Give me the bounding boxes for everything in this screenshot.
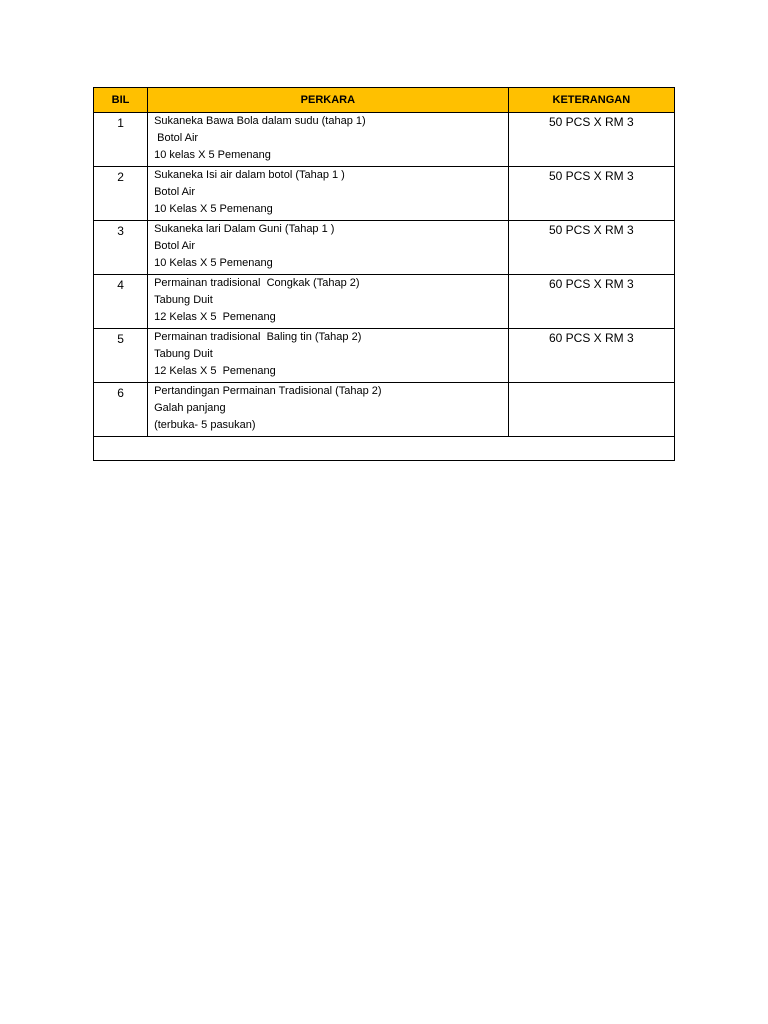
- header-bil: BIL: [94, 88, 148, 113]
- perkara-line: Botol Air: [154, 240, 196, 252]
- perkara-line: Galah panjang: [154, 402, 226, 414]
- table-row: [94, 221, 675, 275]
- empty-cell: [94, 437, 675, 461]
- perkara-line: Tabung Duit: [154, 348, 213, 360]
- header-perkara: PERKARA: [148, 88, 509, 113]
- perkara-cell: [148, 221, 509, 275]
- bil-cell: 2: [94, 167, 148, 221]
- header-keterangan: KETERANGAN: [508, 88, 674, 113]
- keterangan-cell: 50 PCS X RM 3: [508, 221, 674, 275]
- perkara-line: 10 Kelas X 5 Pemenang: [154, 257, 273, 269]
- perkara-line: 10 kelas X 5 Pemenang: [154, 149, 271, 161]
- perkara-line: Sukaneka Isi air dalam botol (Tahap 1 ): [154, 169, 345, 181]
- perkara-line: Tabung Duit: [154, 294, 213, 306]
- perkara-line: 12 Kelas X 5 Pemenang: [154, 365, 276, 377]
- table-row: [94, 275, 675, 329]
- keterangan-cell: 50 PCS X RM 3: [508, 167, 674, 221]
- perkara-line: Pertandingan Permainan Tradisional (Tahap 2): [154, 385, 382, 397]
- perkara-line: 12 Kelas X 5 Pemenang: [154, 311, 276, 323]
- bil-cell: 1: [94, 113, 148, 167]
- perkara-cell: [148, 113, 509, 167]
- keterangan-cell: 60 PCS X RM 3: [508, 329, 674, 383]
- bil-cell: 5: [94, 329, 148, 383]
- perkara-line: Botol Air: [154, 186, 196, 198]
- perkara-line: 10 Kelas X 5 Pemenang: [154, 203, 273, 215]
- table-row-empty: [94, 437, 675, 461]
- table-row: [94, 329, 675, 383]
- table-row: [94, 113, 675, 167]
- table-row: [94, 383, 675, 437]
- perkara-line: (terbuka- 5 pasukan): [154, 419, 256, 431]
- keterangan-cell: 50 PCS X RM 3: [508, 113, 674, 167]
- bil-cell: 6: [94, 383, 148, 437]
- perkara-line: Sukaneka Bawa Bola dalam sudu (tahap 1): [154, 115, 366, 127]
- perkara-cell: [148, 329, 509, 383]
- perkara-line: Botol Air: [154, 132, 199, 144]
- keterangan-cell: [508, 383, 674, 437]
- perkara-line: Sukaneka lari Dalam Guni (Tahap 1 ): [154, 223, 335, 235]
- perkara-line: Permainan tradisional Baling tin (Tahap 2): [154, 331, 362, 343]
- table-row: [94, 167, 675, 221]
- perkara-cell: [148, 383, 509, 437]
- table-header-row: [94, 88, 675, 113]
- perkara-cell: [148, 275, 509, 329]
- perkara-cell: [148, 167, 509, 221]
- keterangan-cell: 60 PCS X RM 3: [508, 275, 674, 329]
- prize-table: [93, 87, 675, 461]
- bil-cell: 3: [94, 221, 148, 275]
- bil-cell: 4: [94, 275, 148, 329]
- perkara-line: Permainan tradisional Congkak (Tahap 2): [154, 277, 360, 289]
